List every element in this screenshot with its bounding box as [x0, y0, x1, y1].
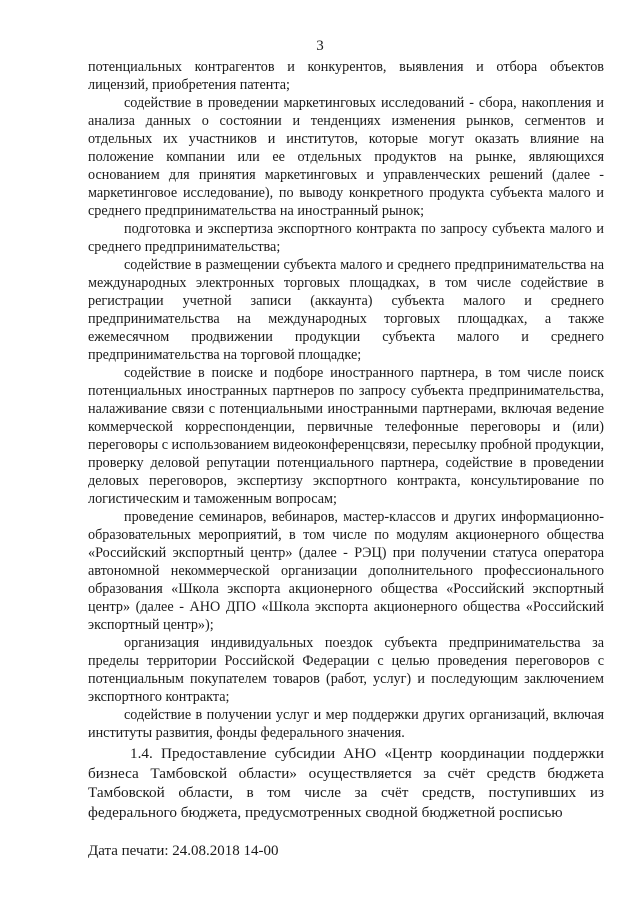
paragraph: содействие в размещении субъекта малого и среднего предпринимательства на международных электронных торговых площадках, в том числе содействие в регистрации учетной записи (аккаунта) субъекта малого и среднего предпринимательства на международных торговых площадках, а также ежемесячном продвижении продукции субъекта малого и среднего предпринимательства на торговой площадке;	[88, 257, 604, 363]
paragraph: организация индивидуальных поездок субъекта предпринимательства за пределы территории Российской Федерации с целью проведения переговоров с потенциальным покупателем товаров (работ, услуг) и последующим заключением экспортного контракта;	[88, 635, 604, 705]
paragraph: содействие в получении услуг и мер поддержки других организаций, включая институты развития, фонды федерального значения.	[88, 707, 604, 741]
paragraph: подготовка и экспертиза экспортного контракта по запросу субъекта малого и среднего предпринимательства;	[88, 221, 604, 255]
paragraph: потенциальных контрагентов и конкурентов, выявления и отбора объектов лицензий, приобретения патента;	[88, 59, 604, 93]
paragraph: проведение семинаров, вебинаров, мастер-классов и других информационно-образовательных мероприятий, в том числе по модулям акционерного общества «Российский экспортный центр» (далее - РЭЦ) при получении статуса оператора автономной некоммерческой организации дополнительного профессионального образования «Школа экспорта акционерного общества «Российский экспортный центр» (далее - АНО ДПО «Школа экспорта акционерного общества «Российский экспортный центр»);	[88, 509, 604, 633]
paragraph: содействие в поиске и подборе иностранного партнера, в том числе поиск потенциальных иностранных партнеров по запросу субъекта предпринимательства, налаживание связи с потенциальными иностранными партнерами, включая ведение коммерческой корреспонденции, первичные телефонные переговоры и (или) переговоры с использованием видеоконференцсвязи, пересылку пробной продукции, проверку деловой репутации потенциального партнера, содействие в проведении деловых переговоров, экспертизу экспортного контракта, консультирование по логистическим и таможенным вопросам;	[88, 365, 604, 507]
document-body	[88, 58, 604, 822]
paragraph: содействие в проведении маркетинговых исследований - сбора, накопления и анализа данных о состоянии и тенденциях изменения рынков, сегментов и отдельных их участников и институтов, которые могут оказать влияние на положение компании или ее отдельных продуктов на рынке, являющихся основанием для принятия маркетинговых и управленческих решений (далее - маркетинговое исследование), по выводу конкретного продукта субъекта малого и среднего предпринимательства на иностранный рынок;	[88, 95, 604, 219]
print-date: Дата печати: 24.08.2018 14-00	[88, 843, 279, 859]
page-number: 3	[316, 38, 324, 54]
section-paragraph: 1.4. Предоставление субсидии АНО «Центр координации поддержки бизнеса Тамбовской области» осуществляется за счёт средств бюджета Тамбовской области, в том числе за счёт средств, поступивших из федерального бюджета, предусмотренных сводной бюджетной росписью	[88, 745, 604, 821]
